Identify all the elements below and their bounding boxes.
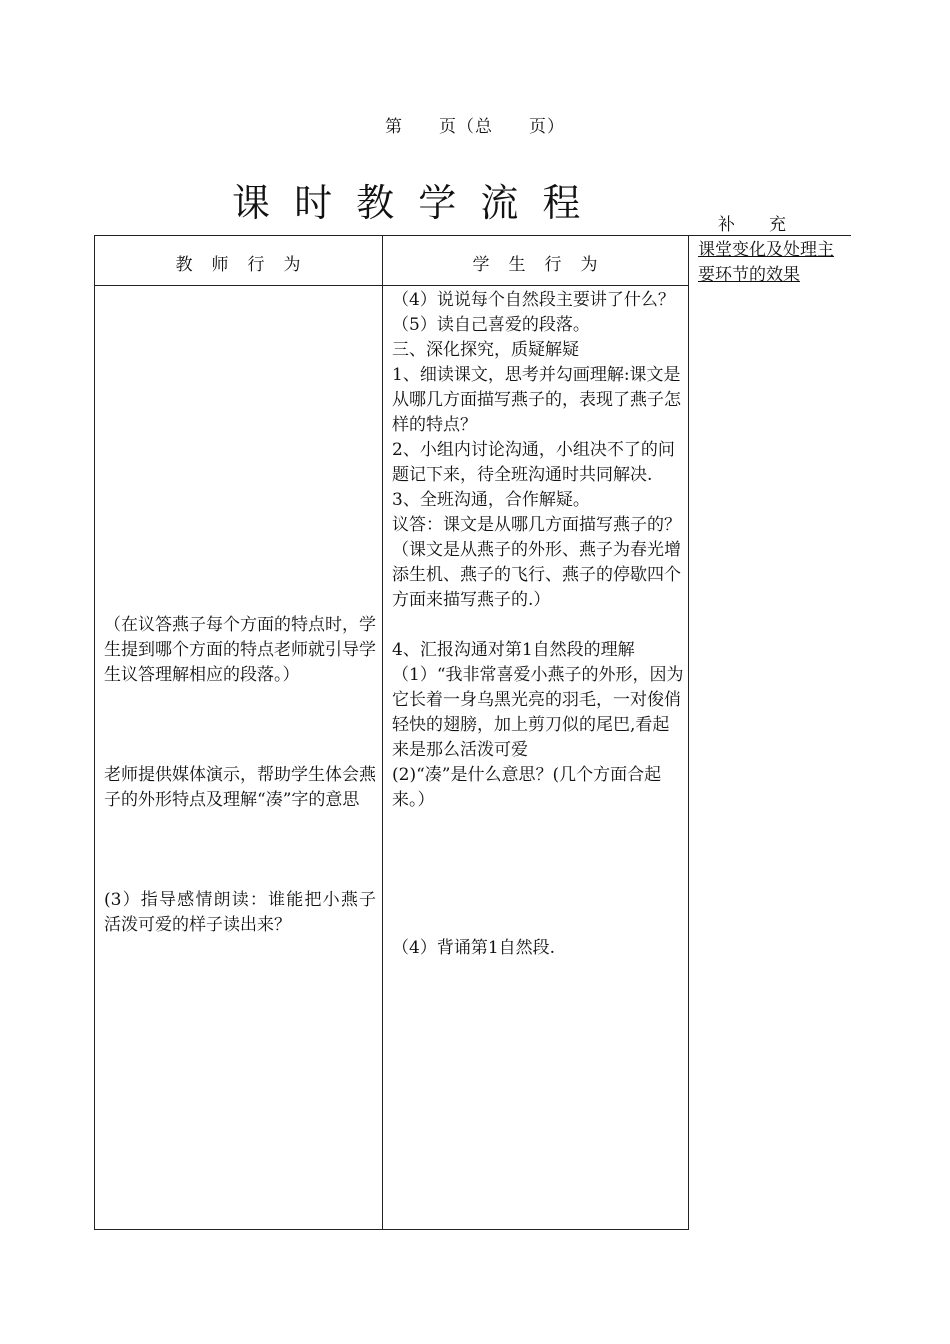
teacher-text-block: (3）指导感情朗读：谁能把小燕子活泼可爱的样子读出来？ — [104, 890, 376, 935]
student-line: 三、深化探究，质疑解疑 — [392, 340, 579, 360]
student-line: 议答：课文是从哪几方面描写燕子的？ — [392, 515, 681, 535]
student-line: 3、全班沟通，合作解疑。 — [392, 490, 590, 510]
supplement-label: 补 充 — [718, 215, 786, 235]
teacher-column — [94, 235, 383, 1230]
supplement-top-border — [688, 235, 851, 236]
page-number: 第 页（总 页） — [385, 117, 565, 137]
teacher-text-block: 老师提供媒体演示，帮助学生体会燕子的外形特点及理解“凑”字的意思 — [104, 765, 376, 810]
student-line: （1）“我非常喜爱小燕子的外形，因为它长着一身乌黑光亮的羽毛，一对俊俏轻快的翅膀，加上剪刀似的尾巴,看起来是那么活泼可爱 — [392, 665, 684, 760]
student-line: 1、细读课文，思考并勾画理解:课文是从哪几方面描写燕子的，表现了燕子怎样的特点？ — [392, 365, 681, 435]
student-line: （5）读自己喜爱的段落。 — [392, 315, 590, 335]
student-header: 学 生 行 为 — [472, 255, 599, 275]
student-line: （4）说说每个自然段主要讲了什么？ — [392, 290, 675, 310]
student-line: 2、小组内讨论沟通，小组决不了的问题记下来，待全班沟通时共同解决. — [392, 440, 675, 485]
teacher-header: 教 师 行 为 — [175, 255, 302, 275]
student-line: 4、汇报沟通对第1自然段的理解 — [392, 640, 635, 660]
student-line: (2)“凑”是什么意思？(几个方面合起来。） — [392, 765, 662, 810]
student-text-block — [392, 288, 684, 813]
student-text-block: （4）背诵第1自然段. — [392, 938, 556, 958]
header-divider — [94, 285, 689, 286]
student-line — [392, 613, 684, 638]
teacher-text-block: （在议答燕子每个方面的特点时，学生提到哪个方面的特点老师就引导学生议答理解相应的段落。） — [104, 615, 376, 685]
supplement-header: 课堂变化及处理主要环节的效果 — [698, 240, 834, 285]
student-line: （课文是从燕子的外形、燕子为春光增添生机、燕子的飞行、燕子的停歇四个方面来描写燕子的.） — [392, 540, 681, 610]
page-title: 课 时 教 学 流 程 — [232, 181, 587, 225]
